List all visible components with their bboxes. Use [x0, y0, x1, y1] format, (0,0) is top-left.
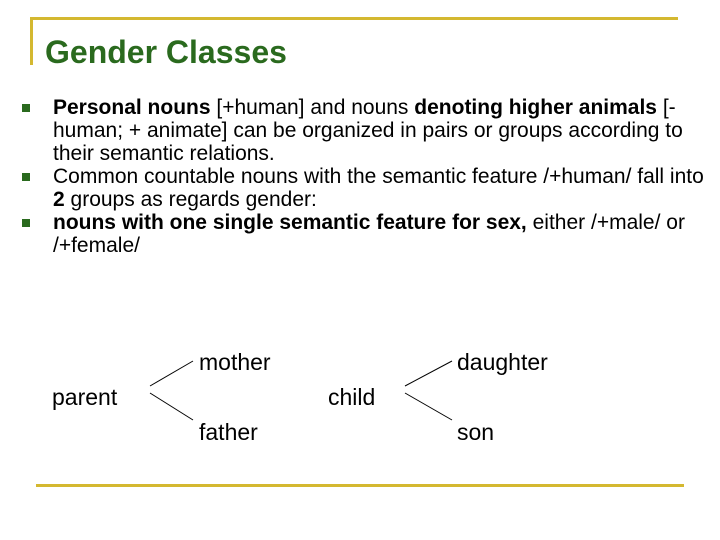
branch-line-child-daughter: [405, 361, 452, 386]
diagram-lower-father: father: [199, 419, 258, 445]
bullet-2-text-1: Common countable nouns with the semantic feature /+human/ fall into: [53, 165, 704, 188]
bullet-2-text-2: groups as regards gender:: [64, 188, 317, 211]
diagram-root-parent: parent: [52, 384, 118, 410]
bullet-1-text-2: [- human; + animate] can be organized in pairs or groups according to their semantic relations.: [53, 96, 683, 165]
bullet-1-term-1: Personal nouns: [53, 96, 211, 119]
bullet-1-text-1: [+human] and nouns: [210, 96, 415, 119]
diagram-upper-mother: mother: [199, 349, 271, 375]
diagram-lower-son: son: [457, 419, 495, 445]
slide-title: Gender Classes: [45, 34, 287, 70]
bullet-3-text: either /+male/ or /+female/: [53, 211, 685, 257]
bullet-3-term: nouns with one single semantic feature for sex,: [53, 211, 527, 234]
branch-line-parent-mother: [150, 361, 193, 386]
bullet-2-number: 2: [53, 188, 65, 211]
diagram-root-child: child: [328, 384, 376, 410]
bullet-1-term-2: denoting higher animals: [414, 96, 657, 119]
branch-line-parent-father: [150, 393, 193, 420]
diagram-upper-daughter: daughter: [457, 349, 548, 375]
branch-line-child-son: [405, 393, 452, 420]
